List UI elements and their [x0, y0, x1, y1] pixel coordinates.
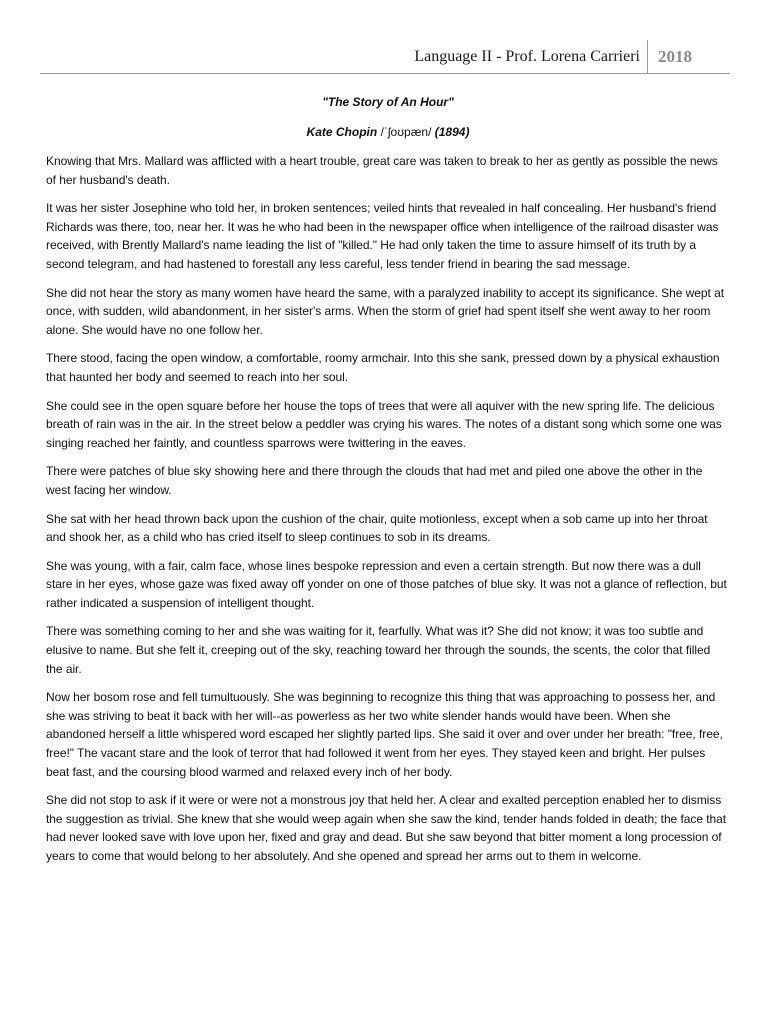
paragraph: There were patches of blue sky showing here and there through the clouds that had met and piled one above the other in the west facing her window. — [46, 464, 703, 497]
paragraph: There was something coming to her and she was waiting for it, fearfully. What was it? She did not know; it was too subtle and elusive to name. But she felt it, creeping out of the sky, reaching toward her through the sounds, the scents, the color that filled the air. — [46, 624, 711, 676]
paragraph: Now her bosom rose and fell tumultuously. She was beginning to recognize this thing that was approaching to possess her, and she was striving to beat it back with her will--as powerless as her two white slender hands would have been. When she abandoned herself a little whispered word escaped her slightly parted lips. She said it over and over under her breath: "free, free, free!" The vacant stare and the look of terror that had followed it went from her eyes. They stayed keen and bright. Her pulses beat fast, and the coursing blood warmed and relaxed every inch of her body. — [46, 690, 723, 779]
paragraph: She could see in the open square before her house the tops of trees that were all aquiver with the new spring life. The delicious breath of rain was in the air. In the street below a peddler was crying his wares. The notes of a distant song which some one was singing reached her faintly, and countless sparrows were twittering in the eaves. — [46, 398, 722, 450]
document-body — [46, 94, 730, 876]
paragraph: Knowing that Mrs. Mallard was afflicted with a heart trouble, great care was taken to break to her as gently as possible the news of her husband's death. — [46, 154, 718, 187]
page-header — [40, 40, 730, 74]
paragraph: She sat with her head thrown back upon the cushion of the chair, quite motionless, except when a sob came up into her throat and shook her, as a child who has cried itself to sleep continues to sob in its dreams. — [46, 511, 708, 545]
paragraph: There stood, facing the open window, a comfortable, roomy armchair. Into this she sank, pressed down by a physical exhaustion that haunted her body and seemed to reach into her soul. — [46, 351, 720, 384]
author-pronunciation: /ˈʃoʊpæn/ — [380, 125, 432, 139]
header-title: Language II - Prof. Lorena Carrieri — [414, 48, 640, 65]
author-name: Kate Chopin — [306, 125, 378, 139]
header-separator — [647, 40, 648, 74]
paragraph: She did not stop to ask if it were or were not a monstrous joy that held her. A clear and exalted perception enabled her to dismiss the suggestion as trivial. She knew that she would weep again when she saw the kind, tender hands folded in death; the face that had never looked save with love upon her, fixed and gray and dead. But she saw beyond that bitter moment a long procession of years to come that would belong to her absolutely. And she opened and spread her arms out to them in welcome. — [46, 793, 727, 863]
story-title: "The Story of An Hour" — [322, 95, 454, 109]
header-year: 2018 — [658, 47, 692, 66]
story-year: (1894) — [434, 125, 470, 139]
story-author-line — [46, 124, 730, 140]
paragraph: It was her sister Josephine who told her, in broken sentences; veiled hints that revealed in half concealing. Her husband's friend Richards was there, too, near her. It was he who had been in the newspaper office when intelligence of the railroad disaster was received, with Brently Mallard's name leading the list of "killed." He had only taken the time to assure himself of its truth by a second telegram, and had hastened to forestall any less careful, less tender friend in bearing the sad message. — [46, 201, 719, 271]
paragraph: She was young, with a fair, calm face, whose lines bespoke repression and even a certain strength. But now there was a dull stare in her eyes, whose gaze was fixed away off yonder on one of those patches of blue sky. It was not a glance of reflection, but rather indicated a suspension of intelligent thought. — [46, 558, 727, 610]
paragraph: She did not hear the story as many women have heard the same, with a paralyzed inability to accept its significance. She wept at once, with sudden, wild abandonment, in her sister's arms. When the storm of grief had spent itself she went away to her room alone. She would have no one follow her. — [46, 285, 724, 337]
header-rule — [40, 73, 730, 74]
